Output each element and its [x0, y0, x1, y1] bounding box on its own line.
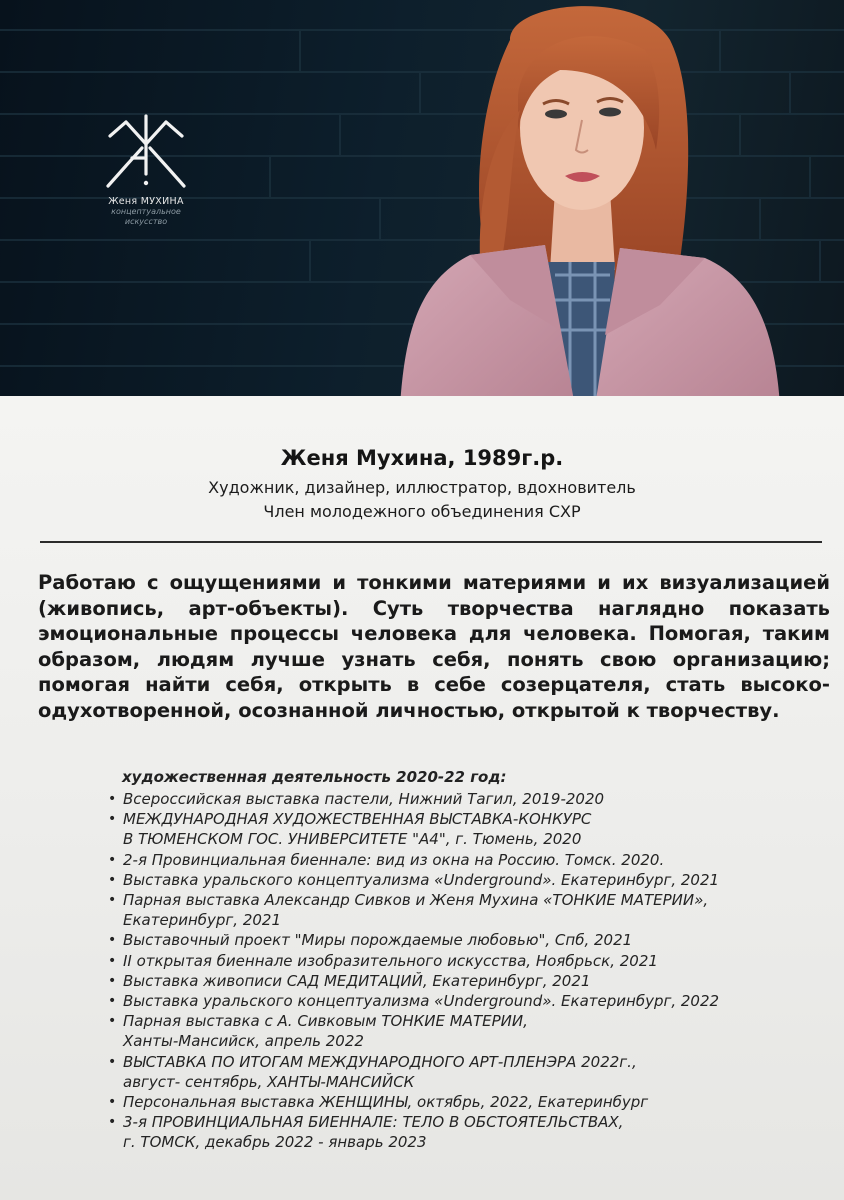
bullet-icon: • — [108, 811, 117, 828]
item-line: Всероссийская выставка пастели, Нижний Тагил, 2019-2020 — [123, 790, 605, 808]
list-item — [106, 971, 806, 991]
bullet-icon: • — [108, 932, 117, 949]
bullet-icon: • — [108, 871, 117, 888]
item-line: 2-я Провинциальная биеннале: вид из окна на Россию. Томск. 2020. — [123, 850, 665, 869]
list-item — [106, 850, 806, 870]
list-item — [106, 789, 806, 809]
list-item — [106, 1011, 806, 1051]
item-line: Персональная выставка ЖЕНЩИНЫ, октябрь, 2022, Екатеринбург — [123, 1093, 649, 1112]
list-item — [106, 809, 806, 849]
item-line-cont: В ТЮМЕНСКОМ ГОС. УНИВЕРСИТЕТЕ "А4", г. Тюмень, 2020 — [123, 830, 582, 849]
list-item — [106, 1052, 806, 1092]
item-line: Парная выставка Александр Сивков и Женя Мухина «ТОНКИЕ МАТЕРИИ», — [123, 891, 709, 910]
bullet-icon: • — [108, 993, 117, 1010]
list-item — [106, 951, 806, 971]
item-line: Выставка живописи САД МЕДИТАЦИЙ, Екатеринбург, 2021 — [123, 971, 591, 990]
item-line: Выставка уральского концептуализма «Underground». Екатеринбург, 2022 — [123, 992, 720, 1011]
item-line-cont: август- сентябрь, ХАНТЫ-МАНСИЙСК — [123, 1072, 415, 1091]
list-item — [106, 930, 806, 950]
item-line: МЕЖДУНАРОДНАЯ ХУДОЖЕСТВЕННАЯ ВЫСТАВКА-КОНКУРС — [123, 810, 592, 829]
bullet-icon: • — [108, 791, 117, 807]
item-line-cont: Ханты-Мансийск, апрель 2022 — [123, 1032, 364, 1051]
zh-monogram-logo — [96, 110, 196, 190]
activities-list — [106, 789, 806, 1153]
list-item — [106, 991, 806, 1011]
bullet-icon: • — [108, 1053, 117, 1070]
artist-logo — [96, 110, 196, 227]
bullet-icon: • — [108, 1013, 117, 1030]
list-item — [106, 1112, 806, 1152]
item-line-cont: Екатеринбург, 2021 — [123, 911, 282, 930]
logo-tagline-2: искусство — [124, 217, 168, 226]
activities-heading: художественная деятельность 2020-22 год: — [122, 768, 507, 786]
artist-roles: Художник, дизайнер, иллюстратор, вдохновитель — [208, 478, 636, 497]
list-item — [106, 890, 806, 930]
item-line-cont: г. ТОМСК, декабрь 2022 - январь 2023 — [123, 1133, 427, 1152]
artist-portrait — [360, 0, 780, 406]
bullet-icon: • — [108, 952, 117, 969]
item-line: Парная выставка с А. Сивковым ТОНКИЕ МАТЕРИИ, — [123, 1012, 528, 1031]
artist-membership: Член молодежного объединения СХР — [263, 502, 581, 521]
list-item — [106, 1092, 806, 1112]
artist-name-title: Женя Мухина, 1989г.р. — [280, 446, 564, 470]
item-line: 3-я ПРОВИНЦИАЛЬНАЯ БИЕННАЛЕ: ТЕЛО В ОБСТОЯТЕЛЬСТВАХ, — [123, 1113, 624, 1132]
artist-statement: Работаю с ощущениями и тонкими материями и их визуализацией (живопись, арт-объекты). Суть творчества наглядно показать эмоциональные процессы человека для человека. Помогая, таким образом, людям лучше узнать себя, понять свою организацию; помогая найти себя, открыть в себе созерцателя, стать высоко-одухотворенной, осознанной личностью, открытой к творчеству. — [38, 571, 830, 722]
logo-tagline-1: концептуальное — [111, 207, 181, 216]
item-line: Выставочный проект "Миры порождаемые любовью", Спб, 2021 — [123, 931, 633, 950]
portrait-banner — [0, 0, 844, 406]
item-line: II открытая биеннале изобразительного искусства, Ноябрьск, 2021 — [123, 951, 658, 970]
list-item — [106, 870, 806, 890]
logo-name: Женя МУХИНА — [108, 196, 184, 207]
divider-line — [40, 541, 822, 543]
bullet-icon: • — [108, 1114, 117, 1131]
bullet-icon: • — [108, 851, 117, 868]
item-line: Выставка уральского концептуализма «Underground». Екатеринбург, 2021 — [123, 870, 720, 889]
bio-sheet — [0, 396, 844, 1200]
bullet-icon: • — [108, 892, 117, 909]
bullet-icon: • — [108, 1094, 117, 1111]
bullet-icon: • — [108, 972, 117, 989]
item-line: ВЫСТАВКА ПО ИТОГАМ МЕЖДУНАРОДНОГО АРТ-ПЛЕНЭРА 2022г., — [123, 1052, 637, 1071]
